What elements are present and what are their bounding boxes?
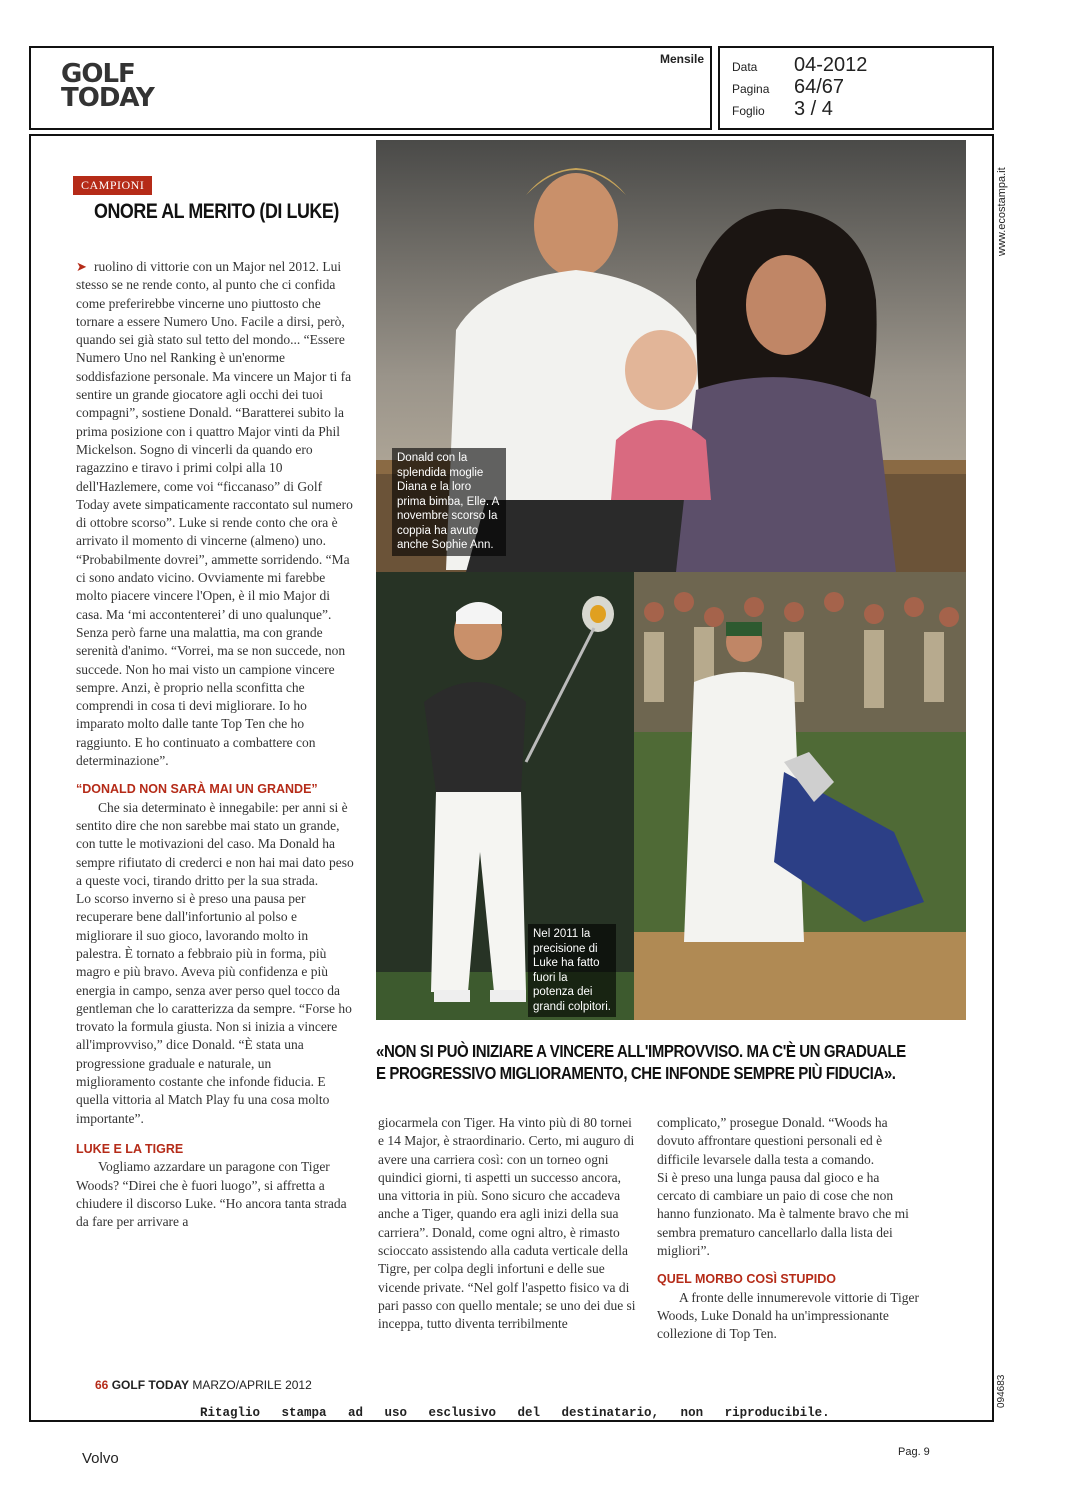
photo-caddie [634, 572, 966, 1020]
frequency-label: Mensile [659, 52, 704, 66]
caption-swing: Nel 2011 la precisione di Luke ha fatto fuori la potenza dei grandi colpitori. [528, 924, 616, 1017]
page-number: 66 [95, 1378, 109, 1392]
logo-line-2: TODAY [61, 83, 154, 113]
photo-family [376, 140, 966, 572]
logo-line-1: GOLF [61, 59, 135, 89]
article-title: ONORE AL MERITO (DI LUKE) [94, 200, 339, 223]
section-kicker: CAMPIONI [73, 176, 152, 195]
header-meta-box [718, 46, 994, 130]
pull-quote [376, 1040, 906, 1084]
magazine-name: GOLF TODAY [111, 1378, 190, 1392]
caption-family: Donald con la splendida moglie Diana e la loro prima bimba, Elle. A novembre scorso la coppia ha avuto anche Sophie Ann. [392, 448, 506, 556]
meta-value: 04-2012 [794, 54, 868, 76]
col1-paragraph-3: Lo scorso inverno si è preso una pausa per recuperare bene dall'infortunio al polso e migliorare il suo gioco, lavorando molto in palestra. È tornato a febbraio più in forma, più magro e più bravo. Aveva più confidenza e più energia in campo, senza aver perso quel tocco da gentleman che lo caratterizza da sempre. “Forse ho trovato la formula giusta. Non si inizia a vincere all'improvviso,” dice Donald. “È stata una progressione graduale e naturale, un miglioramento costante che infonde fiducia. E quella vittoria al Match Play fu una cosa molto importante”. [76, 891, 352, 1126]
meta-label: Foglio [732, 104, 765, 118]
golf-today-logo [61, 59, 154, 113]
reproduction-notice: Ritaglio stampa ad uso esclusivo del destinatario, non riproducibile. [200, 1406, 830, 1420]
col1-paragraph-1: ➤ ruolino di vittorie con un Major nel 2012. Lui stesso se ne rende conto, al punto che ci confida come preferirebbe vincerne uno piuttosto che tornare a essere Numero Uno. Facile a dirsi, però, quando sei già stato sul tetto del mondo... “Essere Numero Uno nel Ranking è un'enorme soddisfazione personale. Ma vincere un Major ti fa sentire un grande giocatore agli occhi dei tuoi compagni”, sostiene Donald. “Baratterei subito la prima posizione con i quattro Major vinti da Phil Mickelson. Sogno di vincerli da quando ero ragazzino e tiravo i primi colpi alla 10 dell'Hazlemere, come voi “ficcanaso” di Golf Today avete simpaticamente raccontato sul numero di ottobre scorso”. Luke si rende conto che ora è arrivato il momento di vincerne (almeno) uno. “Probabilmente dovrei”, ammette sorridendo. “Ma ci sono andato vicino. Ovviamente mi farebbe molto piacere vincere l'Open, è il mio Major di casa. Ma ‘mi accontenterei’ di uno qualunque”. Senza però farne una malattia, ma con grande serenità d'animo. “Vorrei, ma se non succede, non succede. Non ho mai visto un campione vincere sempre. Anzi, è proprio nella sconfitta che comprendi in cosa ti devi migliorare. Io ho imparato molto dalle tante Top Ten che ho raggiunto. E ho continuato a combattere con determinazione”. [76, 259, 353, 769]
col3-paragraph-2: Si è preso una lunga pausa dal gioco e ha cercato di cambiare un paio di cose che non hanno funzionato. Ma è talmente bravo che mi sembra prematuro cancellarlo dalla lista dei migliori”. [657, 1169, 909, 1259]
side-code: 094683 [996, 1374, 1007, 1408]
subheading-morbo: QUEL MORBO COSÌ STUPIDO [657, 1272, 836, 1287]
header-logo-box [29, 46, 712, 130]
col1-paragraph-4: Vogliamo azzardare un paragone con Tiger Woods? “Direi che è fuori luogo”, si affretta a chiudere il discorso Luke. “Ho ancora tanta strada da fare per arrivare a [76, 1159, 347, 1230]
meta-value: 64/67 [794, 76, 845, 98]
client-name: Volvo [82, 1450, 119, 1467]
pull-quote-line-2: E PROGRESSIVO MIGLIORAMENTO, CHE INFONDE SEMPRE PIÙ FIDUCIA». [376, 1063, 896, 1083]
meta-value: 3 / 4 [794, 98, 833, 120]
subheading-donald: “DONALD NON SARÀ MAI UN GRANDE” [76, 782, 318, 797]
col1-paragraph-2: Che sia determinato è innegabile: per anni si è sentito dire che non sarebbe mai stato un grande, con tutte le motivazioni del caso. Ma Donald ha sempre rifiutato di crederci e non hai mai dato peso a queste voci, tirando dritto per la sua strada. [76, 799, 354, 888]
col3-paragraph-3: A fronte delle innumerevole vittorie di Tiger Woods, Luke Donald ha un'impressionante collezione di Top Ten. [657, 1289, 919, 1342]
caddie-photo-image [634, 572, 966, 1020]
issue-date: MARZO/APRILE 2012 [192, 1378, 312, 1392]
magazine-footer [95, 1378, 312, 1392]
text-column-1 [76, 258, 354, 1231]
text-column-2 [378, 1114, 640, 1334]
text-column-3 [657, 1114, 919, 1344]
side-url: www.ecostampa.it [996, 167, 1008, 256]
subheading-luke-tigre: LUKE E LA TIGRE [76, 1141, 184, 1156]
meta-label: Data [732, 60, 758, 74]
arrow-icon: ➤ [76, 259, 87, 274]
meta-label: Pagina [732, 82, 770, 96]
sheet-page: Pag. 9 [898, 1446, 930, 1458]
col3-paragraph-1: complicato,” prosegue Donald. “Woods ha dovuto affrontare questioni personali ed è difficile levarsele dalla testa a comando. [657, 1115, 888, 1167]
col2-paragraph-1: giocarmela con Tiger. Ha vinto più di 80 tornei e 14 Major, è straordinario. Certo, mi auguro di avere una carriera così: con un torneo ogni quindici giorni, ti aspetti un successo ancora, una vittoria in più. Sono sicuro che accadeva anche a Tiger, quando era agli inizi della sua carriera”. Donald, come ogni altro, è rimasto scioccato assistendo alla caduta verticale della Tigre, per colpa degli infortuni e delle sue vicende private. “Nel golf l'aspetto fisico va di pari passo con quello mentale; se uno dei due si inceppa, tutto diventa terribilmente [378, 1115, 636, 1332]
pull-quote-line-1: «NON SI PUÒ INIZIARE A VINCERE ALL'IMPROVVISO. MA C'È UN GRADUALE [376, 1041, 906, 1061]
photo-swing [376, 572, 634, 1020]
